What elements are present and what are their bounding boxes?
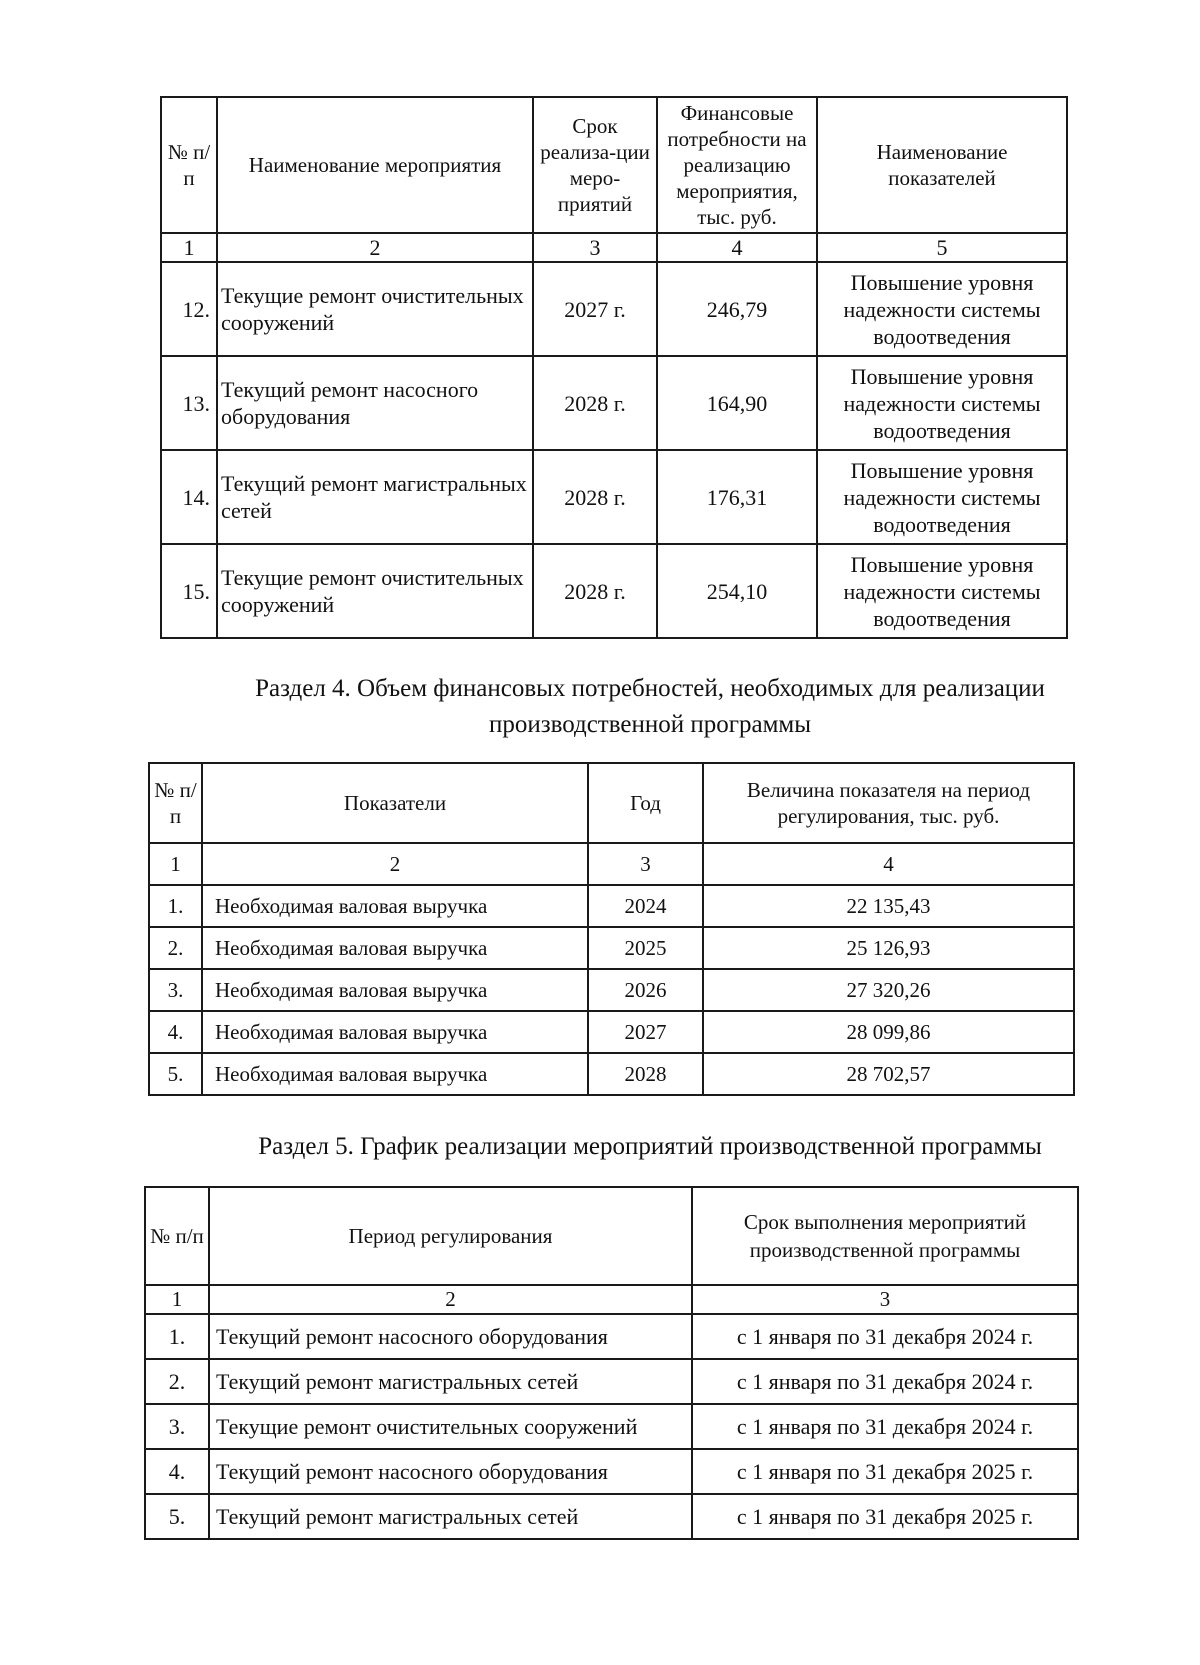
activity-cost: 176,31 [657, 450, 817, 544]
indicator-name: Необходимая валовая выручка [202, 1011, 588, 1053]
table-row [149, 969, 1074, 1011]
activities-table [160, 96, 1068, 639]
table-row [145, 1449, 1078, 1494]
column-number-row [161, 233, 1067, 262]
activity-deadline: с 1 января по 31 декабря 2024 г. [692, 1359, 1078, 1404]
table-row [149, 1011, 1074, 1053]
row-number: 1. [149, 885, 202, 927]
section-4-title-line2: производственной программы [488, 711, 812, 738]
table-row [161, 544, 1067, 638]
header-indicators: Наименование показателей [817, 97, 1067, 233]
activity-indicator: Повышение уровня надежности системы водоотведения [817, 262, 1067, 356]
table-row [149, 1053, 1074, 1095]
activity-term: 2028 г. [533, 356, 657, 450]
activity-name: Текущий ремонт магистральных сетей [209, 1494, 692, 1539]
row-number: 4. [149, 1011, 202, 1053]
activity-deadline: с 1 января по 31 декабря 2025 г. [692, 1494, 1078, 1539]
activity-term: 2028 г. [533, 450, 657, 544]
activity-deadline: с 1 января по 31 декабря 2024 г. [692, 1404, 1078, 1449]
col-number: 2 [202, 843, 588, 885]
header-period: Период регулирования [209, 1187, 692, 1285]
row-number: 13. [161, 356, 217, 450]
header-number: № п/п [161, 97, 217, 233]
col-number: 3 [533, 233, 657, 262]
indicator-value: 28 702,57 [703, 1053, 1074, 1095]
column-number-row [149, 843, 1074, 885]
section-4-title-line1: Раздел 4. Объем финансовых потребностей, необходимых для реализации [255, 675, 1045, 702]
indicator-value: 22 135,43 [703, 885, 1074, 927]
header-row [161, 97, 1067, 233]
table-row [145, 1359, 1078, 1404]
indicator-name: Необходимая валовая выручка [202, 969, 588, 1011]
table-row [149, 885, 1074, 927]
row-number: 3. [145, 1404, 209, 1449]
header-term: Срок реализа-ции меро-приятий [533, 97, 657, 233]
header-year: Год [588, 763, 703, 843]
header-value: Величина показателя на период регулирования, тыс. руб. [703, 763, 1074, 843]
financial-needs-table [148, 762, 1075, 1096]
header-financial-needs: Финансовые потребности на реализацию мероприятия, тыс. руб. [657, 97, 817, 233]
indicator-name: Необходимая валовая выручка [202, 885, 588, 927]
header-indicators: Показатели [202, 763, 588, 843]
activity-name: Текущие ремонт очистительных сооружений [217, 544, 533, 638]
schedule-table [144, 1186, 1079, 1540]
activity-indicator: Повышение уровня надежности системы водоотведения [817, 544, 1067, 638]
header-number: № п/п [145, 1187, 209, 1285]
indicator-year: 2026 [588, 969, 703, 1011]
row-number: 4. [145, 1449, 209, 1494]
activity-indicator: Повышение уровня надежности системы водоотведения [817, 450, 1067, 544]
indicator-value: 25 126,93 [703, 927, 1074, 969]
row-number: 5. [145, 1494, 209, 1539]
activity-name: Текущий ремонт насосного оборудования [217, 356, 533, 450]
indicator-value: 28 099,86 [703, 1011, 1074, 1053]
section-5-title: Раздел 5. График реализации мероприятий производственной программы [258, 1133, 1042, 1160]
row-number: 15. [161, 544, 217, 638]
table-row [145, 1314, 1078, 1359]
header-number: № п/п [149, 763, 202, 843]
header-activity-name: Наименование мероприятия [217, 97, 533, 233]
activity-term: 2028 г. [533, 544, 657, 638]
section-4-title [200, 671, 1100, 743]
activity-cost: 254,10 [657, 544, 817, 638]
table-row [149, 927, 1074, 969]
col-number: 2 [217, 233, 533, 262]
row-number: 3. [149, 969, 202, 1011]
col-number: 4 [657, 233, 817, 262]
row-number: 12. [161, 262, 217, 356]
col-number: 5 [817, 233, 1067, 262]
table-row [145, 1494, 1078, 1539]
indicator-year: 2024 [588, 885, 703, 927]
col-number: 4 [703, 843, 1074, 885]
row-number: 5. [149, 1053, 202, 1095]
header-row [149, 763, 1074, 843]
indicator-name: Необходимая валовая выручка [202, 927, 588, 969]
activity-term: 2027 г. [533, 262, 657, 356]
activity-name: Текущие ремонт очистительных сооружений [217, 262, 533, 356]
activity-name: Текущие ремонт очистительных сооружений [209, 1404, 692, 1449]
col-number: 3 [588, 843, 703, 885]
activity-name: Текущий ремонт насосного оборудования [209, 1314, 692, 1359]
table-row [161, 450, 1067, 544]
col-number: 1 [149, 843, 202, 885]
row-number: 2. [145, 1359, 209, 1404]
table-row [161, 356, 1067, 450]
col-number: 1 [145, 1285, 209, 1314]
table-row [145, 1404, 1078, 1449]
activity-indicator: Повышение уровня надежности системы водоотведения [817, 356, 1067, 450]
activity-deadline: с 1 января по 31 декабря 2024 г. [692, 1314, 1078, 1359]
activity-name: Текущий ремонт насосного оборудования [209, 1449, 692, 1494]
activity-cost: 164,90 [657, 356, 817, 450]
activity-cost: 246,79 [657, 262, 817, 356]
indicator-value: 27 320,26 [703, 969, 1074, 1011]
indicator-name: Необходимая валовая выручка [202, 1053, 588, 1095]
indicator-year: 2025 [588, 927, 703, 969]
indicator-year: 2028 [588, 1053, 703, 1095]
table-row [161, 262, 1067, 356]
indicator-year: 2027 [588, 1011, 703, 1053]
activity-name: Текущий ремонт магистральных сетей [217, 450, 533, 544]
row-number: 14. [161, 450, 217, 544]
header-deadline: Срок выполнения мероприятий производственной программы [692, 1187, 1078, 1285]
column-number-row [145, 1285, 1078, 1314]
header-row [145, 1187, 1078, 1285]
row-number: 1. [145, 1314, 209, 1359]
row-number: 2. [149, 927, 202, 969]
activity-deadline: с 1 января по 31 декабря 2025 г. [692, 1449, 1078, 1494]
col-number: 1 [161, 233, 217, 262]
col-number: 2 [209, 1285, 692, 1314]
activity-name: Текущий ремонт магистральных сетей [209, 1359, 692, 1404]
col-number: 3 [692, 1285, 1078, 1314]
